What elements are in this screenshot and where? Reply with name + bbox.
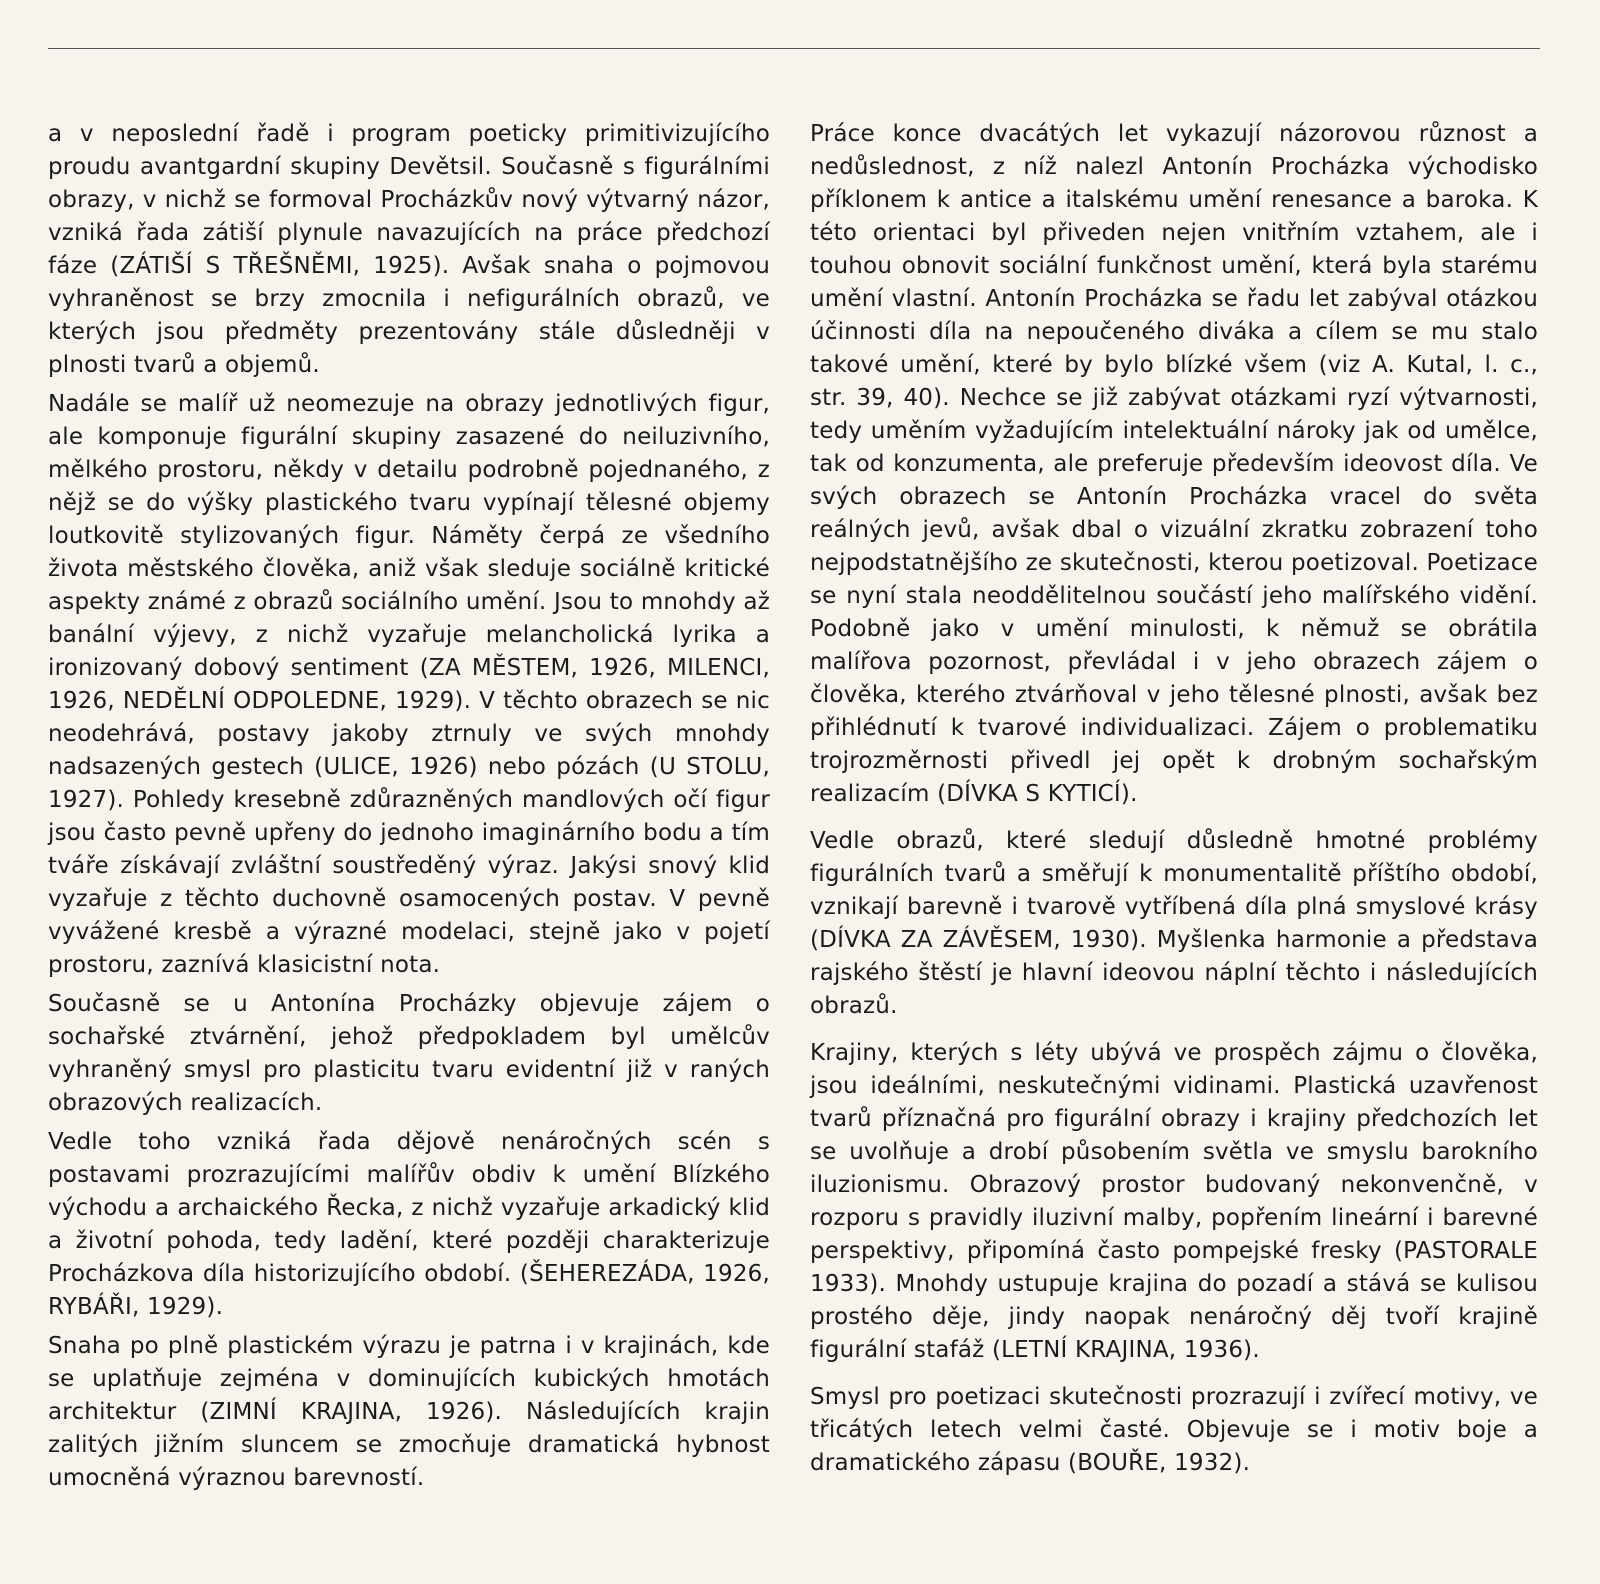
paragraph: Nadále se malíř už neomezuje na obrazy jednotlivých figur, ale komponuje figurální skupiny zasazené do neiluzivního, mělkého prostoru, někdy v detailu podrobně pojednaného, z nějž se do výšky plastického tvaru vypínají tělesné objemy loutkovitě stylizovaných figur. Náměty čerpá ze všedního života městského člověka, aniž však sleduje sociálně kritické aspekty známé z obrazů sociálního umění. Jsou to mnohdy až banální výjevy, z nichž vyzařuje melancholická lyrika a ironizovaný dobový sentiment (ZA MĚSTEM, 1926, MILENCI, 1926, NEDĚLNÍ ODPOLEDNE, 1929). V těchto obrazech se nic neodehrává, postavy jakoby ztrnuly ve svých mnohdy nadsazených gestech (ULICE, 1926) nebo pózách (U STOLU, 1927). Pohledy kresebně zdůrazněných mandlových očí figur jsou často pevně upřeny do jednoho imaginárního bodu a tím tváře získávají zvláštní soustředěný výraz. Jakýsi snový klid vyzařuje z těchto duchovně osamocených postav. V pevně vyvážené kresbě a výrazné modelaci, stejně jako v pojetí prostoru, zaznívá klasicistní nota. [48, 391, 770, 978]
paragraph: Smysl pro poetizaci skutečnosti prozrazují i zvířecí motivy, ve třicátých letech velmi časté. Objevuje se i motiv boje a dramatického zápasu (BOUŘE, 1932). [810, 1384, 1538, 1476]
paragraph: Vedle obrazů, které sledují důsledně hmotné problémy figurálních tvarů a směřují k monumentalitě příštího období, vznikají barevně i tvarově vytříbená díla plná smyslové krásy (DÍVKA ZA ZÁVĚSEM, 1930). Myšlenka harmonie a představa rajského štěstí je hlavní ideovou náplní těchto i následujících obrazů. [810, 828, 1538, 1019]
paragraph: a v neposlední řadě i program poeticky primitivizujícího proudu avantgardní skupiny Devětsil. Současně s figurálními obrazy, v nichž se formoval Procházkův nový výtvarný názor, vzniká řada zátiší plynule navazujících na práce předchozí fáze (ZÁTIŠÍ S TŘEŠNĚMI, 1925). Avšak snaha o pojmovou vyhraněnost se brzy zmocnila i nefigurálních obrazů, ve kterých jsou předměty prezentovány stále důsledněji v plnosti tvarů a objemů. [48, 121, 770, 378]
right-column [810, 118, 1538, 1486]
paragraph: Krajiny, kterých s léty ubývá ve prospěch zájmu o člověka, jsou ideálními, neskutečnými vidinami. Plastická uzavřenost tvarů příznačná pro figurální obrazy i krajiny předchozích let se uvolňuje a drobí působením světla ve smyslu barokního iluzionismu. Obrazový prostor budovaný nekonvenčně, v rozporu s pravidly iluzivní malby, popřením lineární i barevné perspektivy, připomíná často pompejské fresky (PASTORALE 1933). Mnohdy ustupuje krajina do pozadí a stává se kulisou prostého děje, jindy naopak nenáročný děj tvoří krajině figurální stafáž (LETNÍ KRAJINA, 1936). [810, 1040, 1538, 1363]
paragraph: Práce konce dvacátých let vykazují názorovou různost a nedůslednost, z níž nalezl Antonín Procházka východisko příklonem k antice a italskému umění renesance a baroka. K této orientaci byl přiveden nejen vnitřním vztahem, ale i touhou obnovit sociální funkčnost umění, která byla starému umění vlastní. Antonín Procházka se řadu let zabýval otázkou účinnosti díla na nepoučeného diváka a cílem se mu stalo takové umění, které by bylo blízké všem (viz A. Kutal, l. c., str. 39, 40). Nechce se již zabývat otázkami ryzí výtvarnosti, tedy uměním vyžadujícím intelektuální nároky jak od umělce, tak od konzumenta, ale preferuje především ideovost díla. Ve svých obrazech se Antonín Procházka vracel do světa reálných jevů, avšak dbal o vizuální zkratku zobrazení toho nejpodstatnějšího ze skutečnosti, kterou poetizoval. Poetizace se nyní stala neoddělitelnou součástí jeho malířského vidění. Podobně jako v umění minulosti, k němuž se obrátila malířova pozornost, převládal i v jeho obrazech zájem o člověka, kterého ztvárňoval v jeho tělesné plnosti, avšak bez přihlédnutí k tvarové individualizaci. Zájem o problematiku trojrozměrnosti přivedl jej opět k drobným sochařským realizacím (DÍVKA S KYTICÍ). [810, 121, 1538, 807]
left-column [48, 118, 770, 1501]
top-rule [48, 48, 1540, 49]
paragraph: Vedle toho vzniká řada dějově nenáročných scén s postavami prozrazujícími malířův obdiv k umění Blízkého východu a archaického Řecka, z nichž vyzařuje arkadický klid a životní pohoda, tedy ladění, které později charakterizuje Procházkova díla historizujícího období. (ŠEHEREZÁDA, 1926, RYBÁŘI, 1929). [48, 1129, 770, 1320]
paragraph: Snaha po plně plastickém výrazu je patrna i v krajinách, kde se uplatňuje zejména v dominujících kubických hmotách architektur (ZIMNÍ KRAJINA, 1926). Následujících krajin zalitých jižním sluncem se zmocňuje dramatická hybnost umocněná výraznou barevností. [48, 1333, 770, 1491]
paragraph: Současně se u Antonína Procházky objevuje zájem o sochařské ztvárnění, jehož předpokladem byl umělcův vyhraněný smysl pro plasticitu tvaru evidentní již v raných obrazových realizacích. [48, 991, 770, 1116]
